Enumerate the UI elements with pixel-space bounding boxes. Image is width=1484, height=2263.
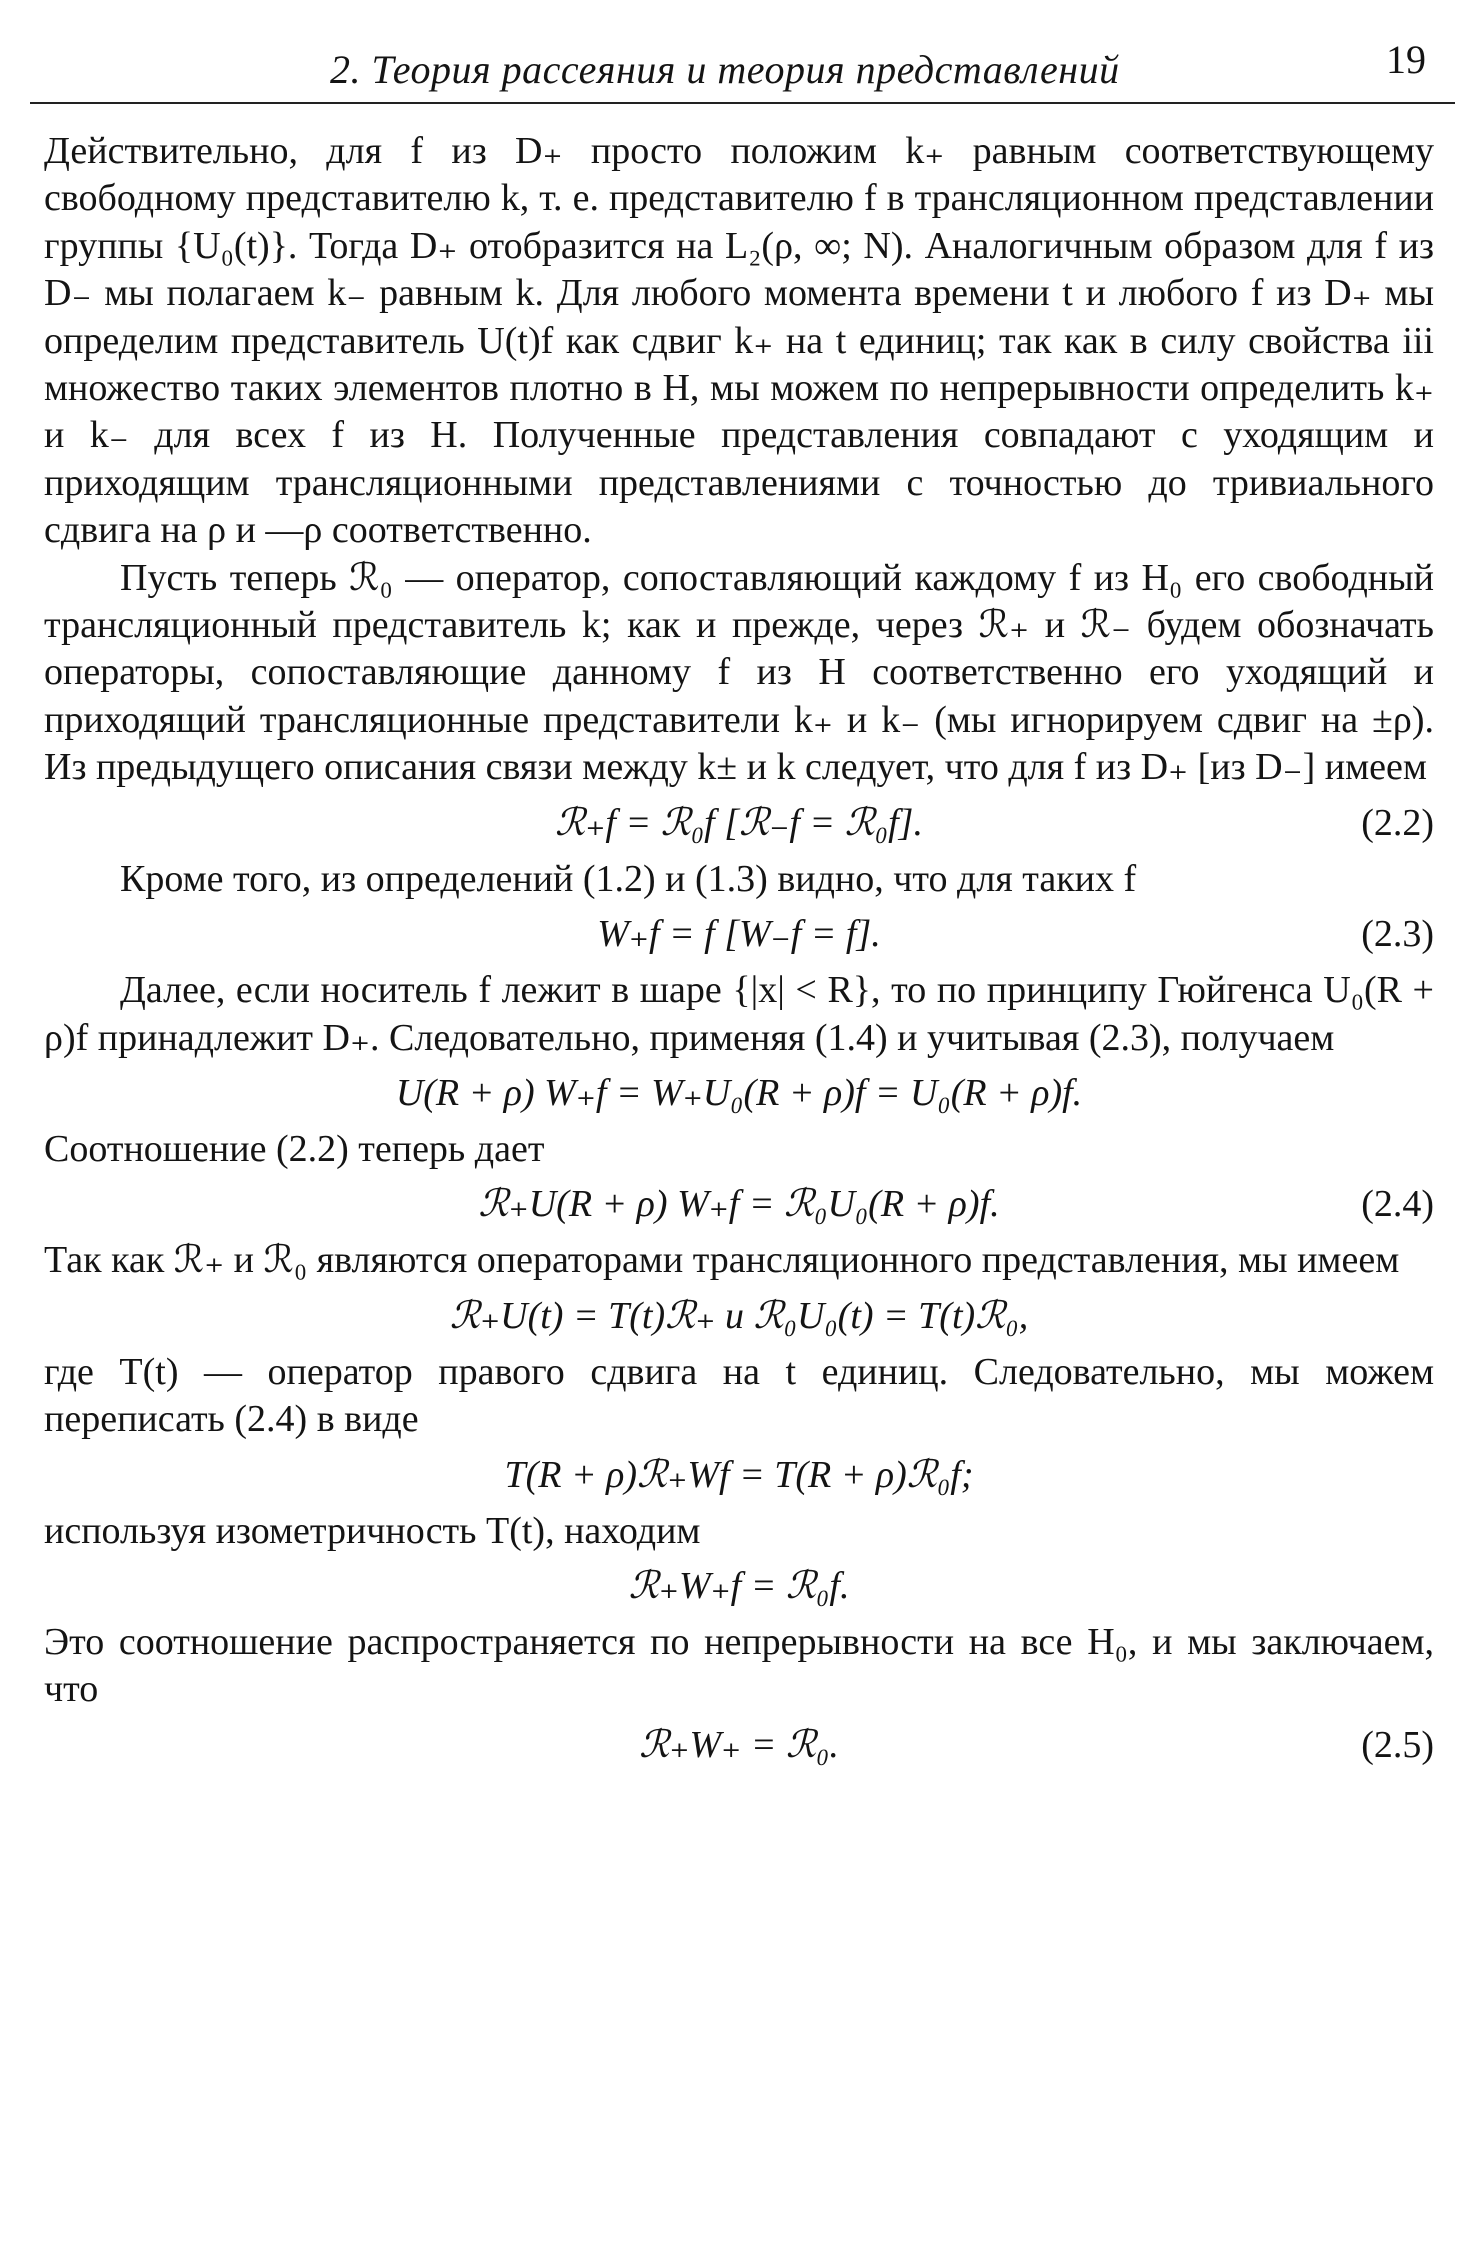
equation-formula: T(R + ρ)ℛ₊Wf = T(R + ρ)ℛ₀f; <box>504 1453 974 1496</box>
equation-2-3 <box>44 903 1434 967</box>
equation-formula: ℛ₊U(R + ρ) W₊f = ℛ₀U₀(R + ρ)f. <box>478 1183 1000 1226</box>
equation-formula: ℛ₊U(t) = T(t)ℛ₊ и ℛ₀U₀(t) = T(t)ℛ₀, <box>449 1294 1029 1337</box>
paragraph: Далее, если носитель f лежит в шаре {|x| < R}, то по принципу Гюйгенса U₀(R + ρ)f принадлежит D₊. Следовательно, применяя (1.4) и учитывая (2.3), получаем <box>44 969 1434 1059</box>
equation-2-4 <box>44 1173 1434 1237</box>
page-number: 19 <box>1386 37 1426 82</box>
equation-unnumbered <box>44 1062 1434 1126</box>
equation-unnumbered <box>44 1555 1434 1619</box>
equation-number: (2.5) <box>1361 1723 1434 1766</box>
paragraph: используя изометричность T(t), находим <box>44 1509 701 1552</box>
equation-formula: U(R + ρ) W₊f = W₊U₀(R + ρ)f = U₀(R + ρ)f. <box>395 1071 1083 1114</box>
paragraph: Кроме того, из определений (1.2) и (1.3) видно, что для таких f <box>120 857 1137 900</box>
paragraph: Действительно, для f из D₊ просто положим k₊ равным соответствующему свободному представителю k, т. е. представителю f в трансляционном представлении группы {U₀(t)}. Тогда D₊ отобразится на L₂(ρ, ∞; N). Аналогичным образом для f из D₋ мы полагаем k₋ равным k. Для любого момента времени t и любого f из D₊ мы определим представитель U(t)f как сдвиг k₊ на t единиц; так как в силу свойства iii множество таких элементов плотно в H, мы можем по непрерывности определить k₊ и k₋ для всех f из H. Полученные представления совпадают с уходящим и приходящим трансляционными представлениями с точностью до тривиального сдвига на ρ и —ρ соответственно. <box>44 130 1434 552</box>
page-header <box>30 22 1450 110</box>
equation-2-2 <box>44 792 1434 856</box>
paragraph: Пусть теперь ℛ₀ — оператор, сопоставляющий каждому f из H₀ его свободный трансляционный представитель k; как и прежде, через ℛ₊ и ℛ₋ будем обозначать операторы, сопоставляющие данному f из H соответственно его уходящий и приходящий трансляционные представители k₊ и k₋ (мы игнорируем сдвиг на ±ρ). Из предыдущего описания связи между k± и k следует, что для f из D₊ [из D₋] имеем <box>44 556 1434 789</box>
equation-unnumbered <box>44 1285 1434 1349</box>
body-text <box>44 128 1434 1778</box>
equation-formula: ℛ₊f = ℛ₀f [ℛ₋f = ℛ₀f]. <box>555 801 923 844</box>
paragraph: Это соотношение распространяется по непрерывности на все H₀, и мы заключаем, что <box>44 1620 1434 1711</box>
paragraph: Соотношение (2.2) теперь дает <box>44 1127 545 1170</box>
equation-formula: ℛ₊W₊ = ℛ₀. <box>639 1723 839 1766</box>
equation-number: (2.3) <box>1361 913 1434 956</box>
equation-number: (2.2) <box>1361 801 1434 844</box>
header-rule <box>30 102 1455 104</box>
equation-number: (2.4) <box>1361 1183 1434 1226</box>
equation-formula: ℛ₊W₊f = ℛ₀f. <box>628 1564 850 1607</box>
paragraph: где T(t) — оператор правого сдвига на t единиц. Следовательно, мы можем переписать (2.4) в виде <box>44 1350 1434 1441</box>
paragraph: Так как ℛ₊ и ℛ₀ являются операторами трансляционного представления, мы имеем <box>44 1239 1400 1282</box>
equation-unnumbered <box>44 1444 1434 1508</box>
equation-formula: W₊f = f [W₋f = f]. <box>597 913 881 956</box>
running-title: 2. Теория рассеяния и теория представлений <box>330 47 1120 92</box>
equation-2-5 <box>44 1714 1434 1778</box>
